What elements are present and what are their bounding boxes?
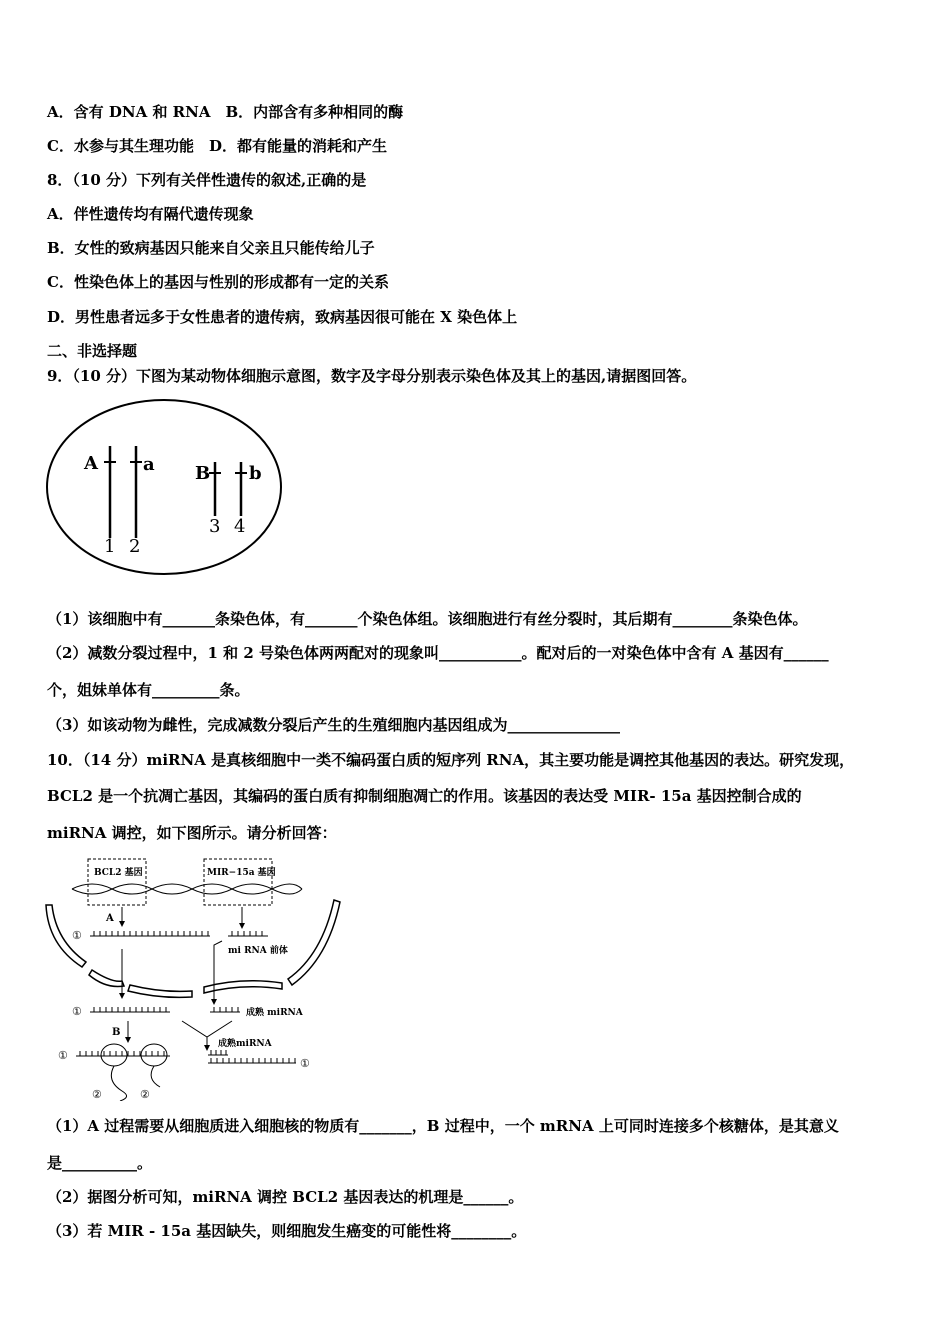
section-title: 二、非选择题 — [47, 342, 138, 360]
process-b-label: B — [112, 1027, 121, 1038]
circle-label-1d: ① — [300, 1057, 310, 1070]
q9-stem: 9．（10 分）下图为某动物体细胞示意图，数字及字母分别表示染色体及其上的基因,请据图回答。 — [47, 367, 697, 385]
chromosome-label-2: 2 — [129, 536, 141, 557]
precursor-label: mi RNA 前体 — [228, 946, 288, 956]
q8-option-a: A．伴性遗传均有隔代遗传现象 — [47, 205, 254, 223]
mature-mirna-label-1: 成熟 miRNA — [246, 1008, 303, 1018]
q10-sub1: （1）A 过程需要从细胞质进入细胞核的物质有_______，B 过程中，一个 mRNA 上可同时连接多个核糖体，是其意义 — [47, 1117, 839, 1135]
gene-b: b — [249, 463, 262, 484]
q8-option-b: B．女性的致病基因只能来自父亲且只能传给儿子 — [47, 239, 375, 257]
mirna-diagram — [42, 855, 347, 1101]
q7-option-cd: C．水参与其生理功能 D．都有能量的消耗和产生 — [47, 137, 387, 155]
q8-stem: 8．（10 分）下列有关伴性遗传的叙述,正确的是 — [47, 171, 367, 189]
q9-sub2: （2）减数分裂过程中，1 和 2 号染色体两两配对的现象叫___________。配对后的一对染色体中含有 A 基因有______ — [47, 644, 829, 662]
q8-option-d: D．男性患者远多于女性患者的遗传病，致病基因很可能在 X 染色体上 — [47, 308, 518, 326]
circle-label-1a: ① — [72, 929, 82, 942]
q9-sub1: （1）该细胞中有_______条染色体，有_______个染色体组。该细胞进行有丝分裂时，其后期有________条染色体。 — [47, 610, 808, 628]
mir-gene-label: MIR−15a 基因 — [207, 868, 276, 878]
chromosome-label-4: 4 — [234, 516, 246, 537]
q9-sub3: （3）如该动物为雌性，完成减数分裂后产生的生殖细胞内基因组成为_______________ — [47, 716, 620, 734]
circle-label-2a: ② — [92, 1088, 102, 1101]
q10-sub1-cont: 是__________。 — [47, 1154, 153, 1172]
q10-stem-3: miRNA 调控，如下图所示。请分析回答： — [47, 824, 337, 842]
q10-stem-2: BCL2 是一个抗凋亡基因，其编码的蛋白质有抑制细胞凋亡的作用。该基因的表达受 MIR- 15a 基因控制合成的 — [47, 787, 802, 805]
circle-label-1c: ① — [58, 1049, 68, 1062]
gene-A: A — [84, 453, 98, 474]
bcl2-gene-label: BCL2 基因 — [94, 868, 143, 878]
cell-membrane — [47, 400, 281, 574]
q8-option-c: C．性染色体上的基因与性别的形成都有一定的关系 — [47, 273, 389, 291]
q10-sub2: （2）据图分析可知，miRNA 调控 BCL2 基因表达的机理是______。 — [47, 1188, 524, 1206]
circle-label-1b: ① — [72, 1005, 82, 1018]
q10-sub3: （3）若 MIR - 15a 基因缺失，则细胞发生癌变的可能性将________。 — [47, 1222, 527, 1240]
process-a-label: A — [106, 913, 114, 924]
q7-option-ab: A．含有 DNA 和 RNA B．内部含有多种相同的酶 — [47, 103, 404, 121]
chromosome-label-1: 1 — [104, 536, 116, 557]
gene-B: B — [195, 463, 211, 484]
mature-mirna-label-2: 成熟miRNA — [218, 1039, 272, 1049]
circle-label-2b: ② — [140, 1088, 150, 1101]
q10-stem-1: 10．（14 分）miRNA 是真核细胞中一类不编码蛋白质的短序列 RNA，其主要功能是调控其他基因的表达。研究发现， — [47, 751, 855, 769]
cell-diagram — [44, 396, 284, 578]
gene-a: a — [143, 454, 155, 475]
q9-sub2-cont: 个，姐妹单体有_________条。 — [47, 681, 250, 699]
chromosome-label-3: 3 — [209, 516, 221, 537]
